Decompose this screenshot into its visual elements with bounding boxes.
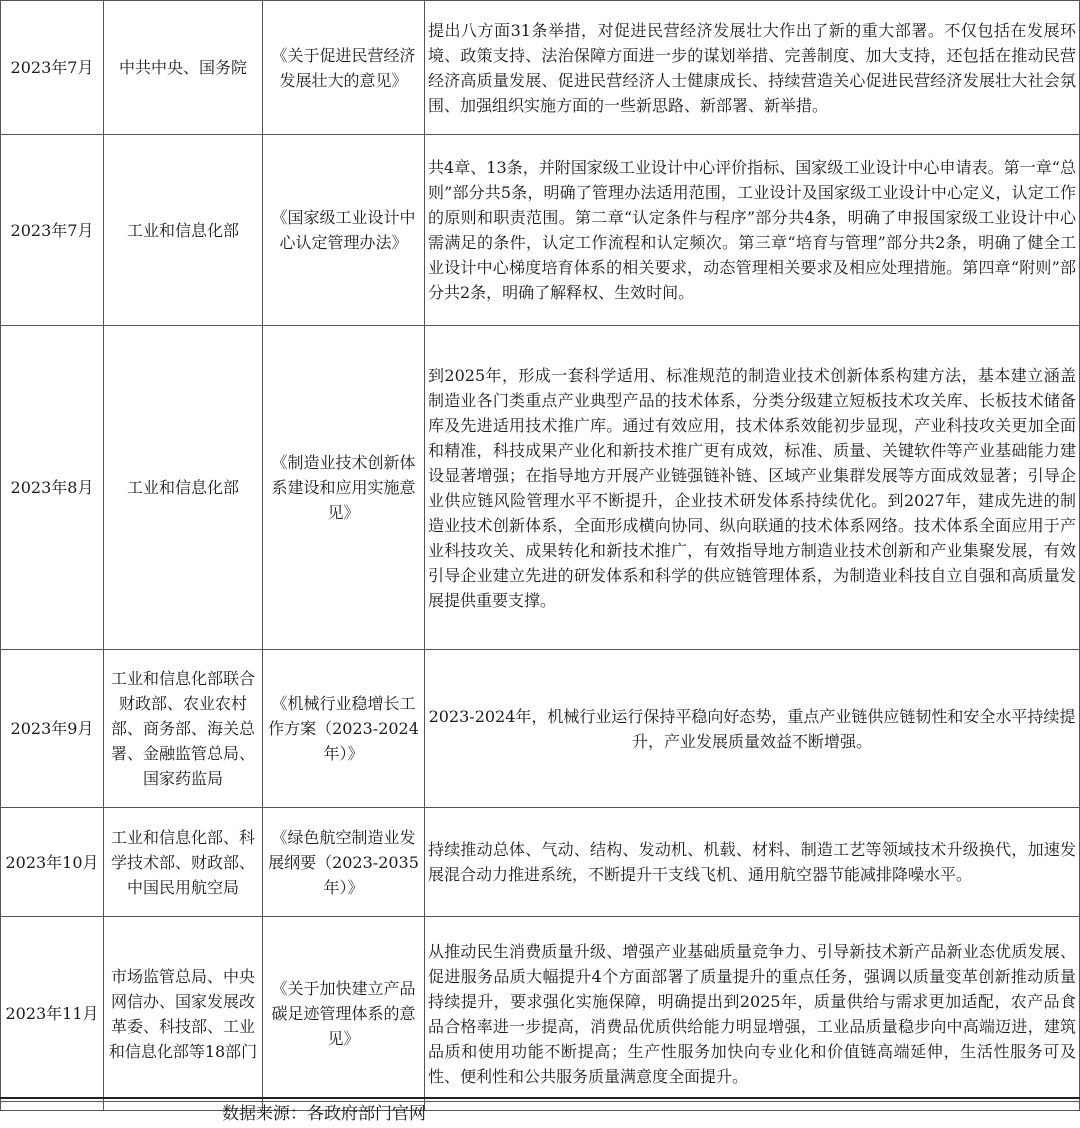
cell-date: 2023年7月 [1, 135, 104, 326]
cell-date: 2023年10月 [1, 808, 104, 917]
cell-description: 到2025年，形成一套科学适用、标准规范的制造业技术创新体系构建方法，基本建立涵盖制造业各门类重点产业典型产品的技术体系，分类分级建立短板技术攻关库、长板技术储备库及先进适用技术推广库。通过有效应用，技术体系效能初步显现，产业科技攻关更加全面和精准，科技成果产业化和新技术推广更有成效，标准、质量、关键软件等产业基础能力建设显著增强；在指导地方开展产业链强链补链、区域产业集群发展等方面成效显著；引导企业供应链风险管理水平不断提升，企业技术研发体系持续优化。到2027年，建成先进的制造业技术创新体系，全面形成横向协同、纵向联通的技术体系网络。技术体系全面应用于产业科技攻关、成果转化和新技术推广，有效指导地方制造业技术创新和产业集聚发展，有效引导企业建立先进的研发体系和科学的供应链管理体系，为制造业科技自立自强和高质量发展提供重要支撑。 [425, 326, 1080, 650]
cell-document: 《国家级工业设计中心认定管理办法》 [263, 135, 425, 326]
cell-department: 工业和信息化部、科学技术部、财政部、中国民用航空局 [104, 808, 263, 917]
cell-description: 持续推动总体、气动、结构、发动机、机载、材料、制造工艺等领域技术升级换代，加速发展混合动力推进系统，不断提升干支线飞机、通用航空器节能减排降噪水平。 [425, 808, 1080, 917]
cell-date: 2023年9月 [1, 650, 104, 808]
cell-document: 《关于促进民营经济发展壮大的意见》 [263, 1, 425, 135]
cell-document: 《制造业技术创新体系建设和应用实施意见》 [263, 326, 425, 650]
cell-description: 2023-2024年，机械行业运行保持平稳向好态势，重点产业链供应链韧性和安全水平持续提升，产业发展质量效益不断增强。 [425, 650, 1080, 808]
table-row [1, 1, 1080, 135]
cell-description: 共4章、13条，并附国家级工业设计中心评价指标、国家级工业设计中心申请表。第一章“总则”部分共5条，明确了管理办法适用范围，工业设计及国家级工业设计中心定义，认定工作的原则和职责范围。第二章“认定条件与程序”部分共4条，明确了申报国家级工业设计中心需满足的条件，认定工作流程和认定频次。第三章“培育与管理”部分共2条，明确了健全工业设计中心梯度培育体系的相关要求，动态管理相关要求及相应处理措施。第四章“附则”部分共2条，明确了解释权、生效时间。 [425, 135, 1080, 326]
table-bottom-rule-thin [0, 1101, 1080, 1102]
cell-description: 提出八方面31条举措，对促进民营经济发展壮大作出了新的重大部署。不仅包括在发展环境、政策支持、法治保障方面进一步的谋划举措、完善制度、加大支持，还包括在推动民营经济高质量发展、促进民营经济人士健康成长、持续营造关心促进民营经济发展壮大社会氛围、加强组织实施方面的一些新思路、新部署、新举措。 [425, 1, 1080, 135]
table-row [1, 808, 1080, 917]
table-row [1, 135, 1080, 326]
cell-date: 2023年8月 [1, 326, 104, 650]
table-bottom-rule [0, 1097, 1080, 1099]
cell-department: 工业和信息化部 [104, 326, 263, 650]
cell-department: 工业和信息化部联合财政部、农业农村部、商务部、海关总署、金融监管总局、国家药监局 [104, 650, 263, 808]
cell-department: 市场监管总局、中央网信办、国家发展改革委、科技部、工业和信息化部等18部门 [104, 917, 263, 1111]
table-row [1, 650, 1080, 808]
cell-description: 从推动民生消费质量升级、增强产业基础质量竞争力、引导新技术新产品新业态优质发展、促进服务品质大幅提升4个方面部署了质量提升的重点任务，强调以质量变革创新推动质量持续提升，要求强化实施保障，明确提出到2025年，质量供给与需求更加适配，农产品食品合格率进一步提高，消费品优质供给能力明显增强，工业品质量稳步向中高端迈进，建筑品质和使用功能不断提高；生产性服务加快向专业化和价值链高端延伸，生活性服务可及性、便利性和公共服务质量满意度全面提升。 [425, 917, 1080, 1111]
table-row [1, 917, 1080, 1111]
cell-date: 2023年11月 [1, 917, 104, 1111]
table-row [1, 326, 1080, 650]
cell-department: 中共中央、国务院 [104, 1, 263, 135]
data-source-note: 数据来源：各政府部门官网 [222, 1104, 426, 1124]
cell-department: 工业和信息化部 [104, 135, 263, 326]
cell-date: 2023年7月 [1, 1, 104, 135]
cell-document: 《绿色航空制造业发展纲要（2023-2035年）》 [263, 808, 425, 917]
cell-document: 《关于加快建立产品碳足迹管理体系的意见》 [263, 917, 425, 1111]
cell-document: 《机械行业稳增长工作方案（2023-2024年）》 [263, 650, 425, 808]
